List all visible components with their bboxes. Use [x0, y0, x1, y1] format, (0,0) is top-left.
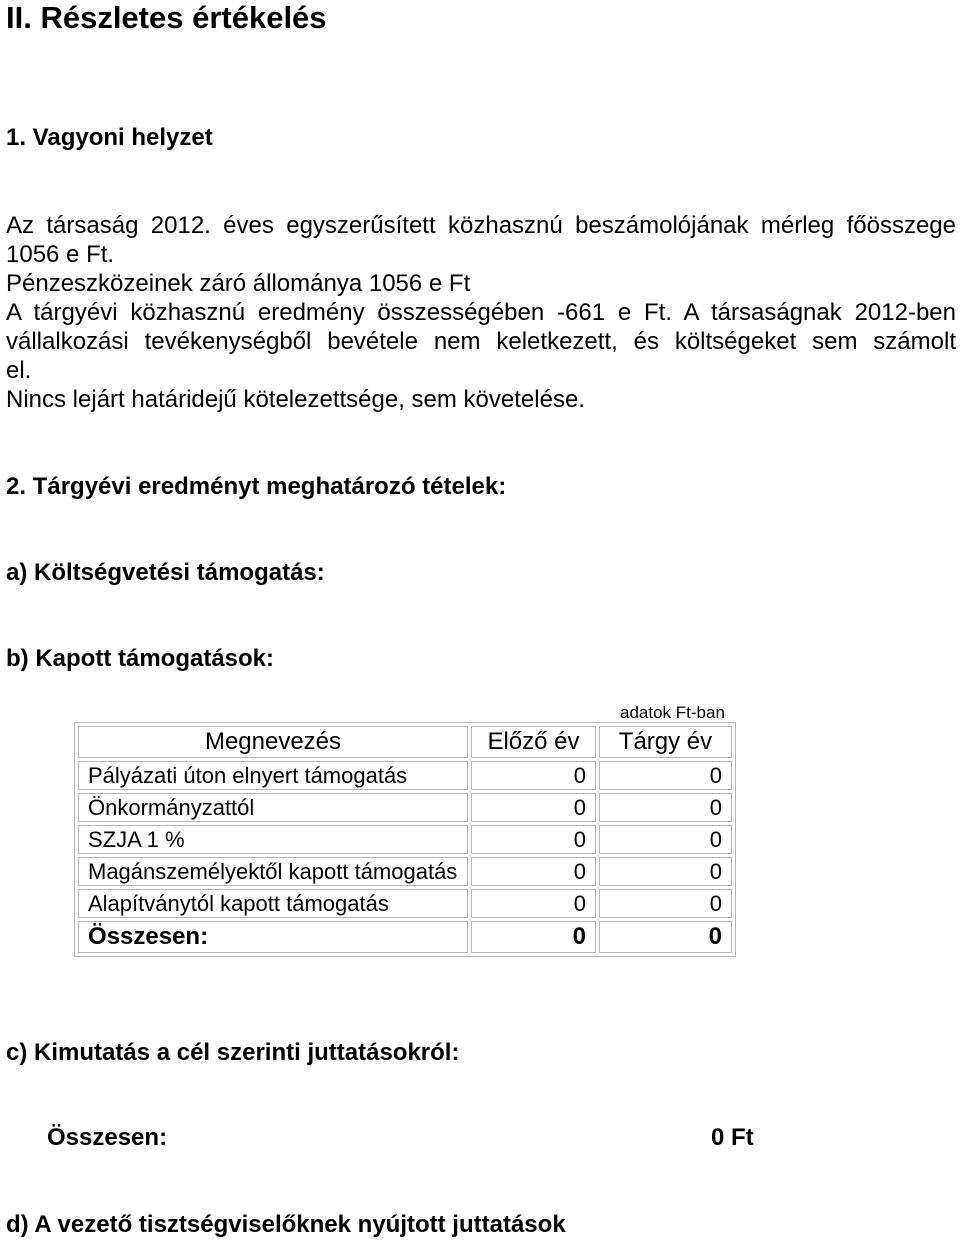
section-heading-eredmeny-tetelek: 2. Tárgyévi eredményt meghatározó tételek: [6, 473, 507, 500]
support-table [74, 722, 736, 957]
subheading-vezeto-tisztsegviselok: d) A vezető tisztségviselőknek nyújtott juttatások [6, 1211, 566, 1238]
subheading-kapott-tamogatasok: b) Kapott támogatások: [6, 645, 275, 672]
row-current-value: 0 [599, 761, 732, 790]
row-previous-value: 0 [471, 889, 596, 918]
row-previous-value: 0 [471, 793, 596, 822]
total-current-value: 0 [599, 921, 732, 953]
column-header-previous-year: Előző év [471, 726, 596, 758]
row-label: Alapítványtól kapott támogatás [78, 889, 468, 918]
row-previous-value: 0 [471, 761, 596, 790]
column-header-name: Megnevezés [78, 726, 468, 758]
vagyoni-helyzet-paragraph [6, 211, 956, 414]
table-row [78, 825, 732, 854]
table-total-row [78, 921, 732, 953]
table-row [78, 761, 732, 790]
paragraph-line: el. [6, 357, 32, 384]
table-row [78, 793, 732, 822]
total-label: Összesen: [78, 921, 468, 953]
paragraph-line: A tárgyévi közhasznú eredmény összességében -661 e Ft. A társaságnak 2012-ben [6, 299, 956, 326]
unit-note: adatok Ft-ban [620, 703, 725, 722]
c-total-label: Összesen: [47, 1124, 168, 1151]
subheading-koltsegvetesi-tamogatas: a) Költségvetési támogatás: [6, 559, 325, 586]
paragraph-line: Pénzeszközeinek záró állománya 1056 e Ft [6, 270, 471, 297]
page-title: II. Részletes értékelés [6, 0, 327, 35]
row-label: Magánszemélyektől kapott támogatás [78, 857, 468, 886]
row-current-value: 0 [599, 793, 732, 822]
c-total-value: 0 Ft [711, 1124, 754, 1151]
column-header-current-year: Tárgy év [599, 726, 732, 758]
total-previous-value: 0 [471, 921, 596, 953]
row-label: SZJA 1 % [78, 825, 468, 854]
row-previous-value: 0 [471, 857, 596, 886]
table-row [78, 857, 732, 886]
table-header-row [78, 726, 732, 758]
row-current-value: 0 [599, 857, 732, 886]
subheading-cel-szerinti-juttatasok: c) Kimutatás a cél szerinti juttatásokról: [6, 1039, 460, 1066]
paragraph-line: 1056 e Ft. [6, 241, 115, 268]
paragraph-line: Az társaság 2012. éves egyszerűsített közhasznú beszámolójának mérleg főösszege [6, 212, 956, 239]
row-label: Önkormányzattól [78, 793, 468, 822]
paragraph-line: Nincs lejárt határidejű kötelezettsége, sem követelése. [6, 386, 585, 413]
row-previous-value: 0 [471, 825, 596, 854]
section-heading-vagyoni-helyzet: 1. Vagyoni helyzet [6, 124, 213, 151]
row-label: Pályázati úton elnyert támogatás [78, 761, 468, 790]
row-current-value: 0 [599, 889, 732, 918]
table-row [78, 889, 732, 918]
paragraph-line: vállalkozási tevékenységből bevétele nem keletkezett, és költségeket sem számolt [6, 328, 956, 355]
row-current-value: 0 [599, 825, 732, 854]
